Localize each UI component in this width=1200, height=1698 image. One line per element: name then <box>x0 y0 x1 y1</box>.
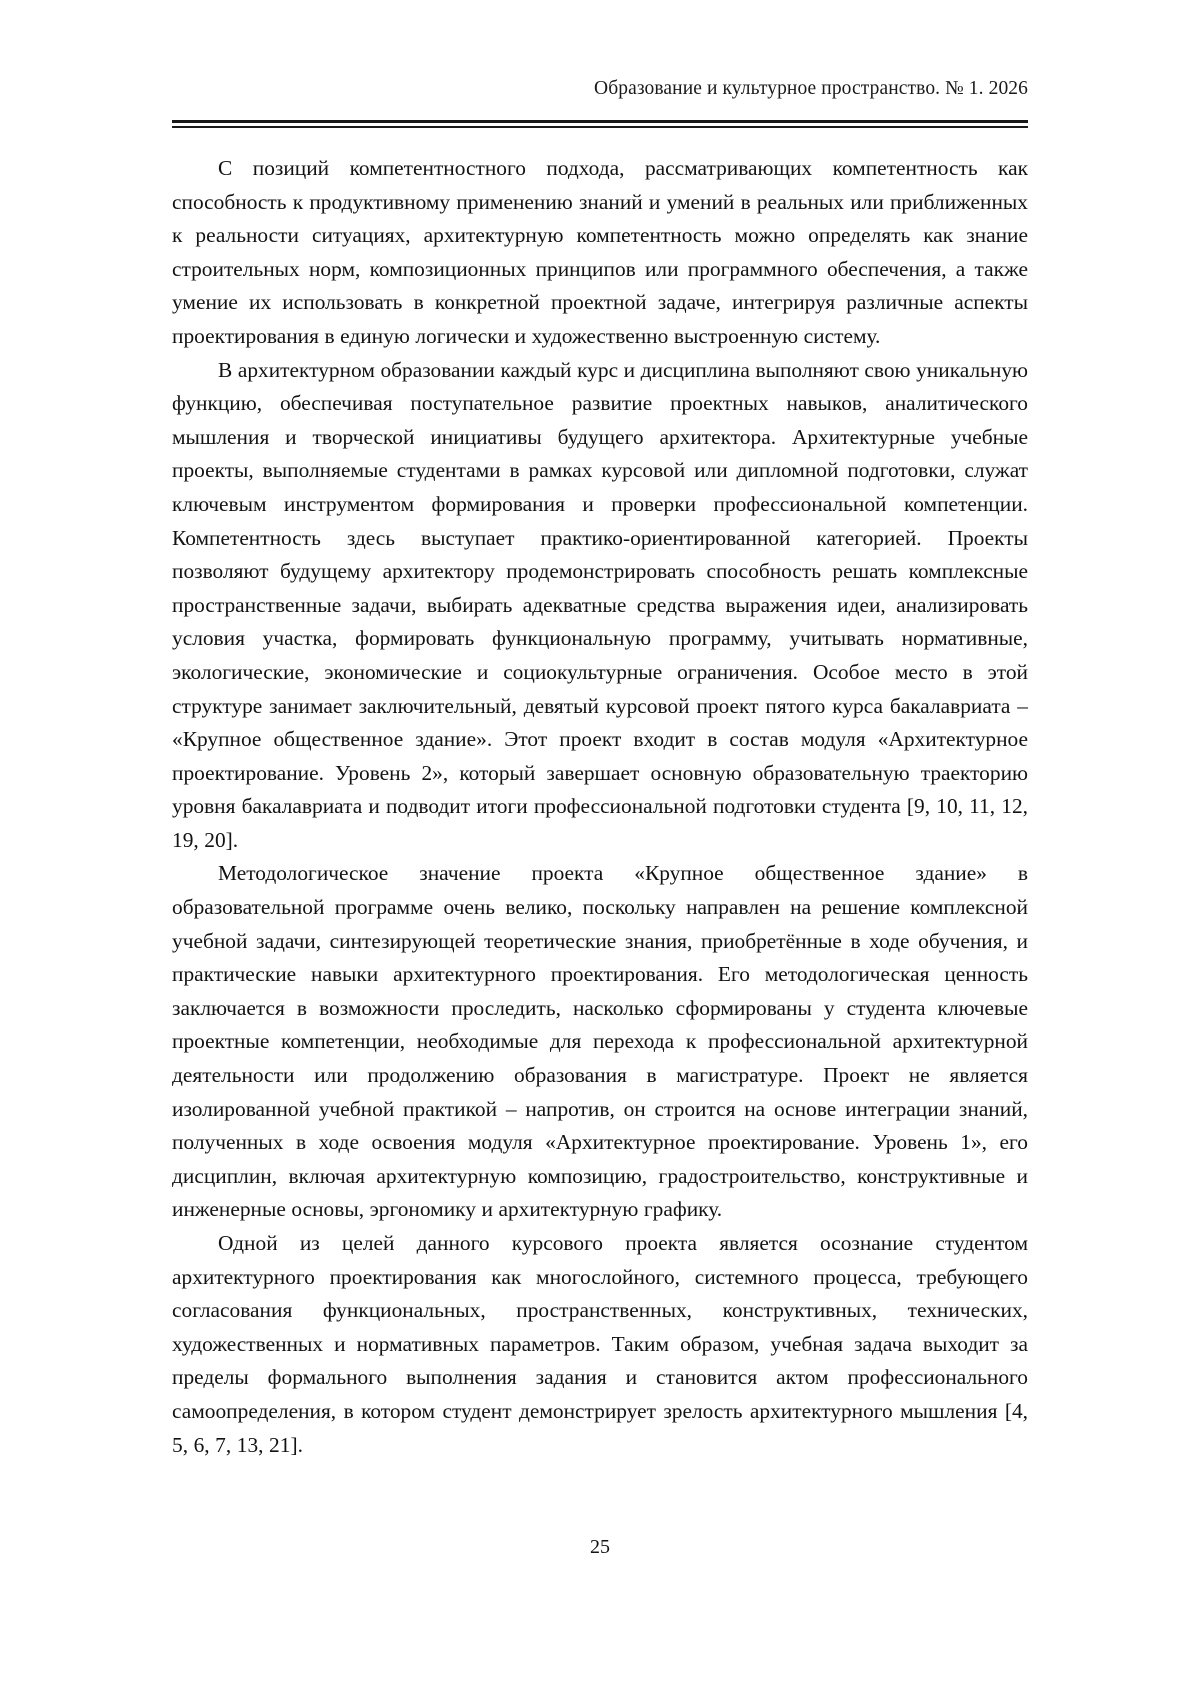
paragraph-1: С позиций компетентностного подхода, рассматривающих компетентность как способность к продуктивному применению знаний и умений в реальных или приближенных к реальности ситуациях, архитектурную компетентность можно определять как знание строительных норм, композиционных принципов или программного обеспечения, а также умение их использовать в конкретной проектной задаче, интегрируя различные аспекты проектирования в единую логически и художественно выстроенную систему. <box>172 156 1028 348</box>
running-head: Образование и культурное пространство. № 1. 2026 <box>594 78 1028 99</box>
page-number: 25 <box>590 1536 610 1558</box>
header-divider <box>172 120 1028 128</box>
paragraph-2: В архитектурном образовании каждый курс и дисциплина выполняют свою уникальную функцию, обеспечивая поступательное развитие проектных навыков, аналитического мышления и творческой инициативы будущего архитектора. Архитектурные учебные проекты, выполняемые студентами в рамках курсовой или дипломной подготовки, служат ключевым инструментом формирования и проверки профессиональной компетенции. Компетентность здесь выступает практико-ориентированной категорией. Проекты позволяют будущему архитектору продемонстрировать способность решать комплексные пространственные задачи, выбирать адекватные средства выражения идеи, анализировать условия участка, формировать функциональную программу, учитывать нормативные, экологические, экономические и социокультурные ограничения. Особое место в этой структуре занимает заключительный, девятый курсовой проект пятого курса бакалавриата – «Крупное общественное здание». Этот проект входит в состав модуля «Архитектурное проектирование. Уровень 2», который завершает основную образовательную траекторию уровня бакалавриата и подводит итоги профессиональной подготовки студента [9, 10, 11, 12, 19, 20]. <box>172 357 1028 852</box>
paragraph-3: Методологическое значение проекта «Крупное общественное здание» в образовательной программе очень велико, поскольку направлен на решение комплексной учебной задачи, синтезирующей теоретические знания, приобретённые в ходе обучения, и практические навыки архитектурного проектирования. Его методологическая ценность заключается в возможности проследить, насколько сформированы у студента ключевые проектные компетенции, необходимые для перехода к профессиональной архитектурной деятельности или продолжению образования в магистратуре. Проект не является изолированной учебной практикой – напротив, он строится на основе интеграции знаний, полученных в ходе освоения модуля «Архитектурное проектирование. Уровень 1», его дисциплин, включая архитектурную композицию, градостроительство, конструктивные и инженерные основы, эргономику и архитектурную графику. <box>172 861 1028 1222</box>
body-text-column <box>172 152 1028 1462</box>
paragraph-4: Одной из целей данного курсового проекта является осознание студентом архитектурного проектирования как многослойного, системного процесса, требующего согласования функциональных, пространственных, конструктивных, технических, художественных и нормативных параметров. Таким образом, учебная задача выходит за пределы формального выполнения задания и становится актом профессионального самоопределения, в котором студент демонстрирует зрелость архитектурного мышления [4, 5, 6, 7, 13, 21]. <box>172 1231 1028 1457</box>
divider-line-thin <box>172 126 1028 128</box>
